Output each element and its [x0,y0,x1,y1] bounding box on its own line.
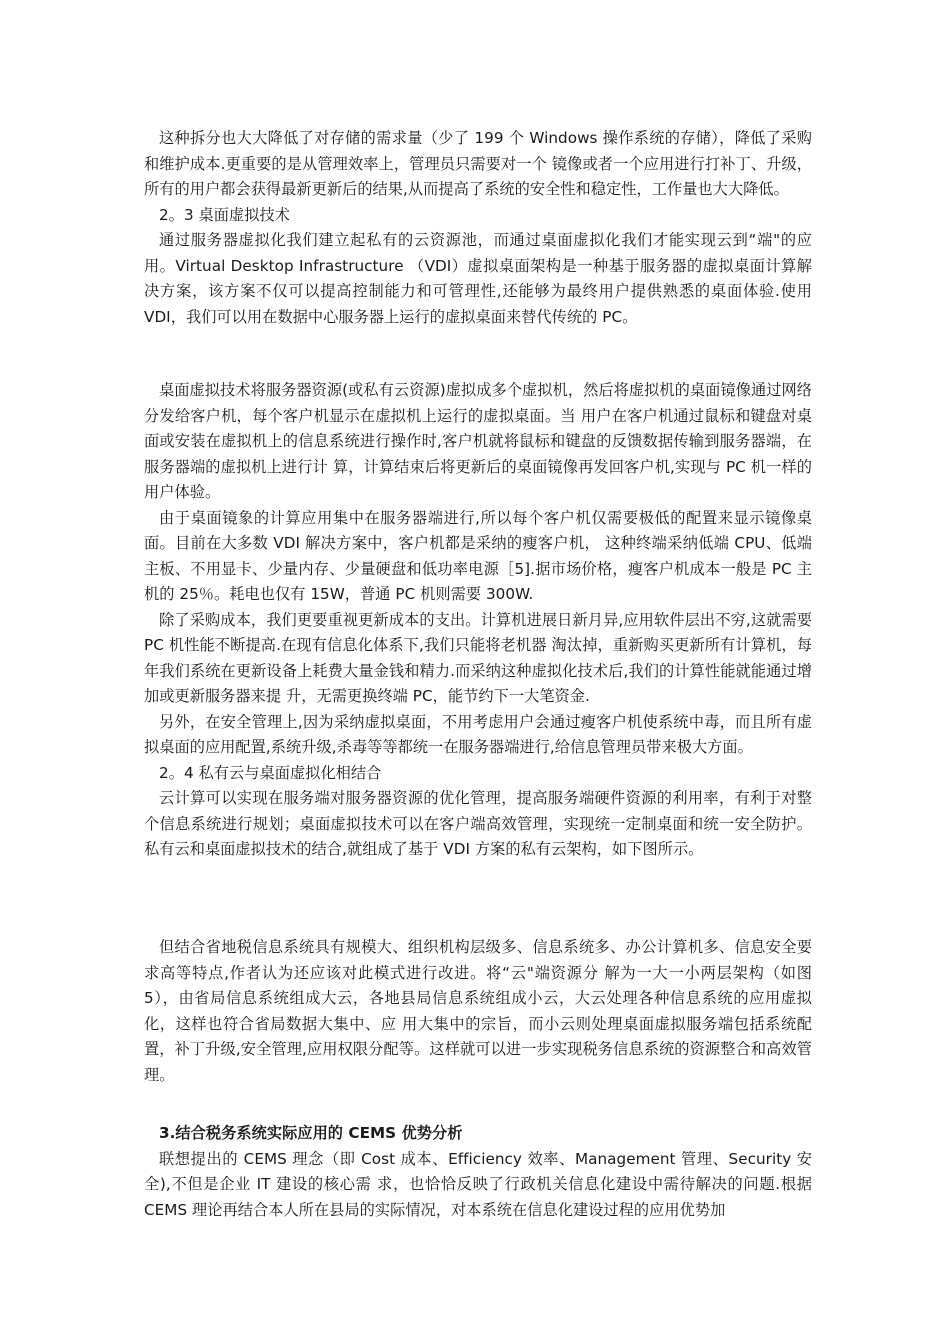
paragraph-desktop-virtualization: 桌面虚拟技术将服务器资源(或私有云资源)虚拟成多个虚拟机，然后将虚拟机的桌面镜像通过网络分发给客户机，每个客户机显示在虚拟机上运行的虚拟桌面。当 用户在客户机通过鼠标和键盘对桌面或安装在虚拟机上的信息系统进行操作时,客户机就将鼠标和键盘的反馈数据传输到服务器端，在服务器端的虚拟机上进行计 算，计算结束后将更新后的桌面镜像再发回客户机,实现与 PC 机一样的用户体验。 [144,381,812,501]
paragraph-storage-reduction: 这种拆分也大大降低了对存储的需求量（少了 199 个 Windows 操作系统的存储），降低了采购和维护成本.更重要的是从管理效率上，管理员只需要对一个 镜像或者一个应用进行打补丁、升级，所有的用户都会获得最新更新后的结果,从而提高了系统的安全性和稳定性，工作量也大大降低。 [144,129,812,198]
paragraph-vdi-intro: 通过服务器虚拟化我们建立起私有的云资源池，而通过桌面虚拟化我们才能实现云到“端"的应用。Virtual Desktop Infrastructure （VDI）虚拟桌面架构是一种基于服务器的虚拟桌面计算解决方案，该方案不仅可以提高控制能力和可管理性,还能够为最终用户提供熟悉的桌面体验.使用 VDI，我们可以用在数据中心服务器上运行的虚拟桌面来替代传统的 PC。 [144,231,812,326]
body-text-group-3 [144,935,812,1088]
body-text-group-1 [144,126,812,330]
body-text-group-2 [144,378,812,863]
paragraph-cems-concept: 联想提出的 CEMS 理念（即 Cost 成本、Efficiency 效率、Management 管理、Security 安全),不但是企业 IT 建设的核心需 求，也恰恰反映了行政机关信息化建设中需待解决的问题.根据 CEMS 理论再结合本人所在县局的实际情况，对本系统在信息化建设过程的应用优势加 [144,1149,812,1219]
paragraph-private-cloud-vdi: 云计算可以实现在服务端对服务器资源的优化管理，提高服务端硬件资源的利用率，有利于对整个信息系统进行规划；桌面虚拟技术可以在客户端高效管理，实现统一定制桌面和统一安全防护。私有云和桌面虚拟技术的结合,就组成了基于 VDI 方案的私有云架构，如下图所示。 [144,789,812,858]
section-heading-3: 3.结合税务系统实际应用的 CEMS 优势分析 [159,1124,463,1142]
paragraph-two-layer-cloud: 但结合省地税信息系统具有规模大、组织机构层级多、信息系统多、办公计算机多、信息安全要求高等特点,作者认为还应该对此模式进行改进。将“云"端资源分 解为一大一小两层架构（如图 5），由省局信息系统组成大云，各地县局信息系统组成小云，大云处理各种信息系统的应用虚拟化，这样也符合省局数据大集中、应 用大集中的宗旨，而小云则处理桌面虚拟服务端包括系统配置，补丁升级,安全管理,应用权限分配等。这样就可以进一步实现税务信息系统的资源整合和高效管 理。 [144,938,812,1084]
paragraph-security-management: 另外，在安全管理上,因为采纳虚拟桌面，不用考虑用户会通过瘦客户机使系统中毒，而且所有虚拟桌面的应用配置,系统升级,杀毒等等都统一在服务器端进行,给信息管理员带来极大方面。 [144,712,812,756]
section-heading-2-3: 2。3 桌面虚拟技术 [159,205,290,224]
paragraph-thin-client: 由于桌面镜象的计算应用集中在服务器端进行,所以每个客户机仅需要极低的配置来显示镜像桌面。目前在大多数 VDI 解决方案中，客户机都是采纳的瘦客户机， 这种终端采纳低端 CPU、低端主板、不用显卡、少量内存、少量硬盘和低功率电源［5].据市场价格，瘦客户机成本一般是 PC 主机的 25％。耗电也仅有 15W，普通 PC 机则需要 300W. [144,508,812,603]
section-heading-2-4: 2。4 私有云与桌面虚拟化相结合 [159,763,382,782]
body-text-group-4 [144,1121,812,1223]
paragraph-update-cost: 除了采购成本，我们更要重视更新成本的支出。计算机进展日新月异,应用软件层出不穷,这就需要 PC 机性能不断提高.在现有信息化体系下,我们只能将老机器 淘汰掉，重新购买更新所有计算机，每年我们系统在更新设备上耗费大量金钱和精力.而采纳这种虚拟化技术后,我们的计算性能就能通过增加或更新服务器来提 升，无需更换终端 PC，能节约下一大笔资金. [144,610,812,705]
